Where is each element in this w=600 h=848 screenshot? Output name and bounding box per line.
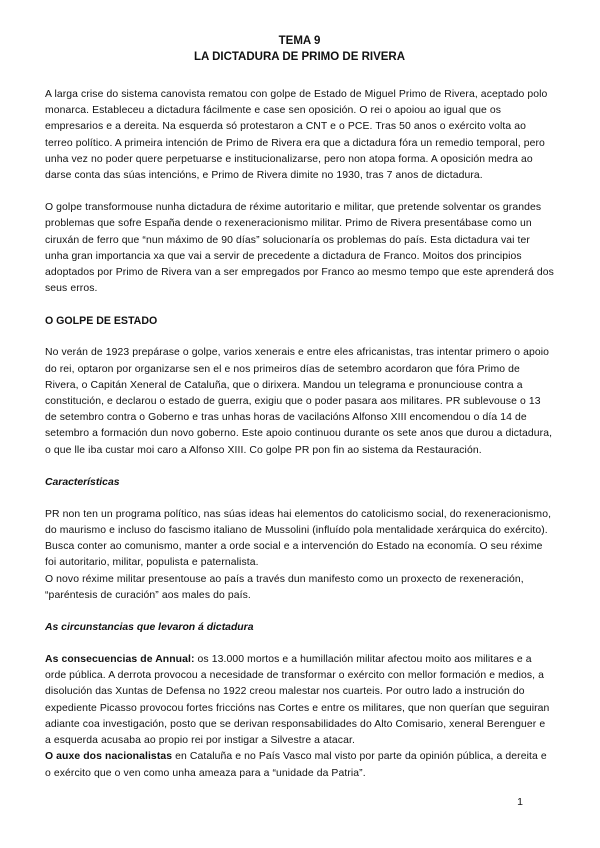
- section-heading-golpe: O GOLPE DE ESTADO: [45, 315, 158, 328]
- caracteristicas-paragraph-2: O novo réxime militar presentouse ao país a través dun manifesto como un proxecto de rexeneración, “paréntesis de curación” aos males do país.: [45, 573, 524, 601]
- subheading-caracteristicas: Características: [45, 476, 120, 488]
- annual-paragraph: [45, 652, 554, 749]
- nacionalistas-text: en Cataluña e no País Vasco mal visto por parte da opinión pública, a dereita e o exército que o ven como unha ameaza para a “unidade da Patria”.: [45, 751, 547, 779]
- nacionalistas-label: O auxe dos nacionalistas: [45, 751, 173, 763]
- intro-paragraph-1: A larga crise do sistema canovista rematou con golpe de Estado de Miguel Primo de Rivera, aceptado polo monarca. Estableceu a dictadura fácilmente e case sen oposición. O rei o apoiou ao igual que os empresarios e a dereita. Na esquerda só protestaron a CNT e o PCE. Tras 50 anos o exército volta ao terreo político. A primeira intención de Primo de Rivera era que a dictadura fóra un remedio temporal, pero unha vez no poder quere perpetuarse e institucionalizarse, pero non atopa forma. A oposición medra ao darse conta das súas intencións, e Primo de Rivera dimite no 1930, tras 7 anos de dictadura.: [45, 89, 548, 182]
- nacionalistas-paragraph: [45, 749, 554, 781]
- page-number: 1: [517, 796, 523, 808]
- topic-number: TEMA 9: [278, 35, 321, 47]
- title-block: [45, 33, 554, 65]
- annual-label: As consecuencias de Annual:: [45, 654, 195, 666]
- golpe-paragraph: No verán de 1923 prepárase o golpe, varios xenerais e entre eles africanistas, tras intentar primero o apoio do rei, optaron por organizarse sen el e nos primeiros días de setembro acordaron que fóra Primo de Rivera, o Capitán Xeneral de Cataluña, que o dirixera. Mandou un telegrama e pronunciouse contra a constitución, e declarou o estado de guerra, exigiu que o poder pasara aos militares. PR sublevouse o 13 de setembro contra o Goberno e tras unhas horas de vacilacións Alfonso XIII encomendou o día 14 de setembro a formación dun novo goberno. Este apoio continuou durante os sete anos que durou a dictadura, o que lle iba custar moi caro a Alfonso XIII. Co golpe PR pon fin ao sistema da Restauración.: [45, 347, 553, 456]
- document-title: LA DICTADURA DE PRIMO DE RIVERA: [193, 51, 406, 63]
- caracteristicas-paragraph-1: PR non ten un programa político, nas súas ideas hai elementos do catolicismo social, do rexeneracionismo, do maurismo e incluso do fascismo italiano de Mussolini (influído pola mentalidade xerárquica do exército). Busca conter ao comunismo, manter a orde social e a intervención do Estado na economía. O seu réxime foi autoritario, militar, populista e paternalista.: [45, 508, 552, 569]
- intro-paragraph-2: O golpe transformouse nunha dictadura de réxime autoritario e militar, que pretende solventar os grandes problemas que sofre España dende o rexeneracionismo militar. Primo de Rivera presentábase como un ciruxán de ferro que “nun máximo de 90 días” solucionaría os problemas do país. Esta dictadura vai ter unha gran importancia xa que vai a servir de precedente a dictadura de Franco. Moitos dos principios adoptados por Primo de Rivera van a ser empregados por Franco ao mesmo tempo que este aprenderá dos seus erros.: [45, 202, 554, 295]
- subheading-circunstancias: As circunstancias que levaron á dictadura: [45, 622, 254, 634]
- annual-text: os 13.000 mortos e a humillación militar afectou moito aos militares e a orde pública. A derrota provocou a necesidade de transformar o exército con mellor formación e medios, a disolución das Xuntas de Defensa no 1922 creou malestar nos cuarteis. Por outro lado a instrución do expediente Picasso provocou fortes friccións nas Cortes e entre os militares, que non querían que seguiran adiante coa investigación, posto que se derivan responsabilidades do Alto Comisario, xeneral Berenguer e a esquerda acusaba ao propio rei por instigar a Silvestre a atacar.: [45, 654, 550, 747]
